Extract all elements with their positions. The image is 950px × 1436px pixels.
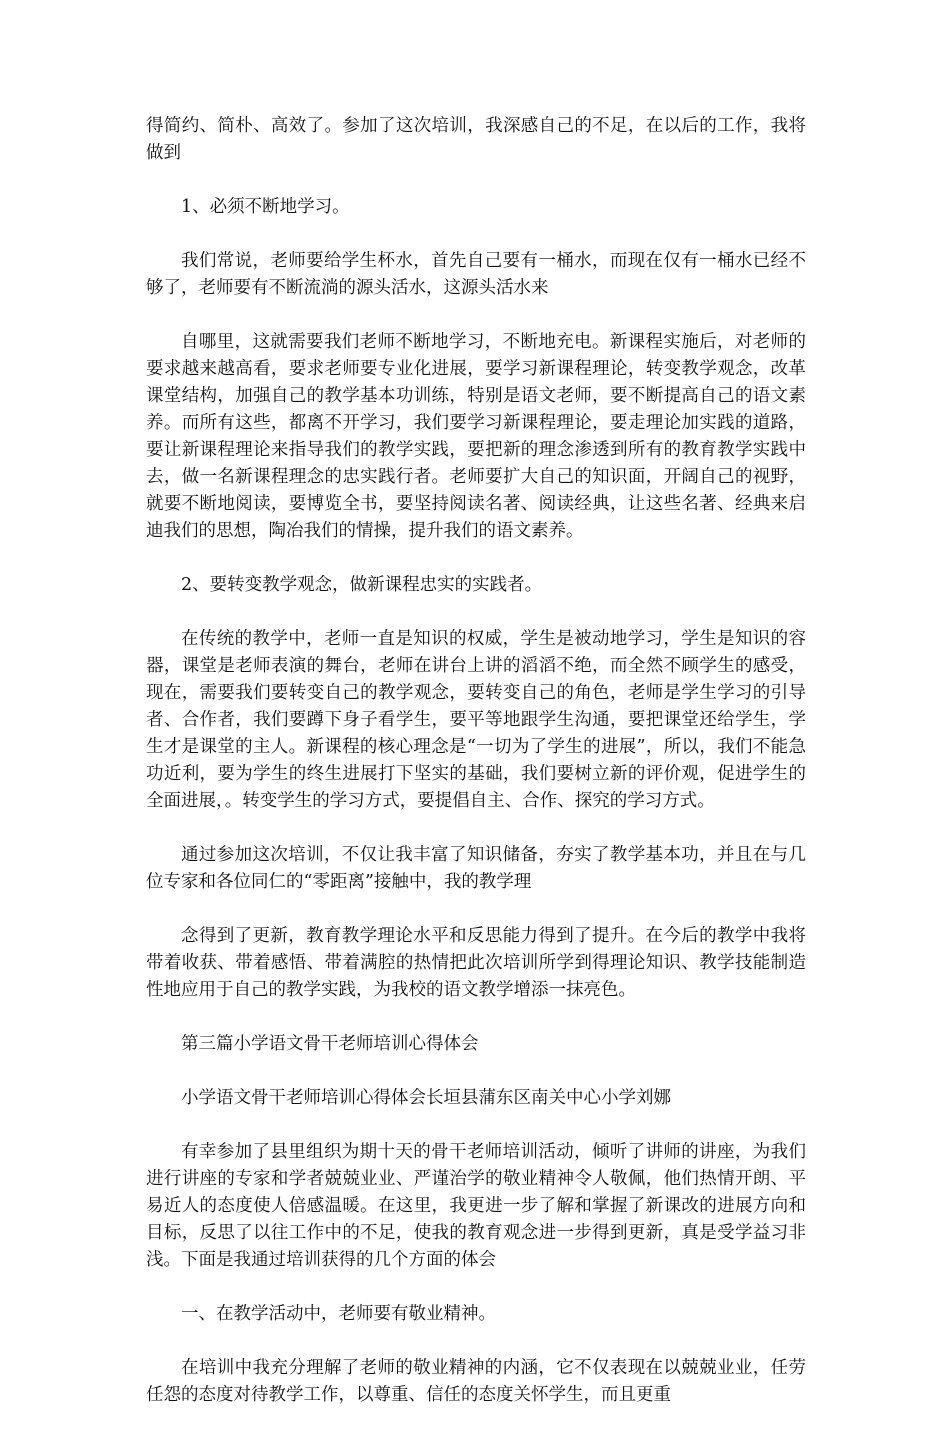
paragraph-11: 有幸参加了县里组织为期十天的骨干老师培训活动，倾听了讲师的讲座，为我们进行讲座的专家和学者兢兢业业、严谨治学的敬业精神令人敬佩，他们热情开朗、平易近人的态度使人倍感温暖。在这里，我更进一步了解和掌握了新课改的进展方向和目标，反思了以往工作中的不足，使我的教育观念进一步得到更新，真是受学益习非浅。下面是我通过培训获得的几个方面的体会	[146, 1142, 806, 1270]
section-title: 第三篇小学语文骨干老师培训心得体会	[181, 1034, 479, 1054]
paragraph-1: 得简约、简朴、高效了。参加了这次培训，我深感自己的不足，在以后的工作，我将做到	[146, 116, 806, 163]
paragraph-6: 在传统的教学中，老师一直是知识的权威，学生是被动地学习，学生是知识的容器，课堂是老师表演的舞台，老师在讲台上讲的滔滔不绝，而全然不顾学生的感受，现在，需要我们要转变自己的教学观念，要转变自己的角色，老师是学生学习的引导者、合作者，我们要蹲下身子看学生，要平等地跟学生沟通，要把课堂还给学生，学生才是课堂的主人。新课程的核心理念是“一切为了学生的进展”，所以，我们不能急功近利，要为学生的终生进展打下坚实的基础，我们要树立新的评价观，促进学生的全面进展，。转变学生的学习方式，要提倡自主、合作、探究的学习方式。	[146, 629, 806, 811]
paragraph-8: 念得到了更新，教育教学理论水平和反思能力得到了提升。在今后的教学中我将带着收获、带着感悟、带着满腔的热情把此次培训所学到得理论知识、教学技能制造性地应用于自己的教学实践，为我校的语文教学增添一抹亮色。	[146, 926, 806, 1000]
paragraph-3: 我们常说，老师要给学生杯水，首先自己要有一桶水，而现在仅有一桶水已经不够了，老师要有不断流淌的源头活水，这源头活水来	[146, 251, 806, 298]
paragraph-7: 通过参加这次培训，不仅让我丰富了知识储备，夯实了教学基本功，并且在与几位专家和各位同仁的“零距离”接触中，我的教学理	[146, 845, 806, 892]
heading-point-2: 2、要转变教学观念，做新课程忠实的实践者。	[181, 575, 543, 595]
heading-point-1: 1、必须不断地学习。	[181, 197, 350, 217]
paragraph-13: 在培训中我充分理解了老师的敬业精神的内涵，它不仅表现在以兢兢业业，任劳任怨的态度对待教学工作，以尊重、信任的态度关怀学生，而且更重	[146, 1358, 806, 1405]
document-page	[146, 113, 806, 1436]
section-subtitle: 小学语文骨干老师培训心得体会长垣县蒲东区南关中心小学刘娜	[181, 1088, 671, 1108]
heading-point-one: 一、在教学活动中，老师要有敬业精神。	[181, 1304, 496, 1324]
paragraph-4: 自哪里，这就需要我们老师不断地学习，不断地充电。新课程实施后，对老师的要求越来越高看，要求老师要专业化进展，要学习新课程理论，转变教学观念，改革课堂结构，加强自己的教学基本功训练，特别是语文老师，要不断提高自己的语文素养。而所有这些，都离不开学习，我们要学习新课程理论，要走理论加实践的道路，要让新课程理论来指导我们的教学实践，要把新的理念渗透到所有的教育教学实践中去，做一名新课程理念的忠实践行者。老师要扩大自己的知识面，开阔自己的视野，就要不断地阅读，要博览全书，要坚持阅读名著、阅读经典，让这些名著、经典来启迪我们的思想，陶冶我们的情操，提升我们的语文素养。	[146, 332, 806, 541]
